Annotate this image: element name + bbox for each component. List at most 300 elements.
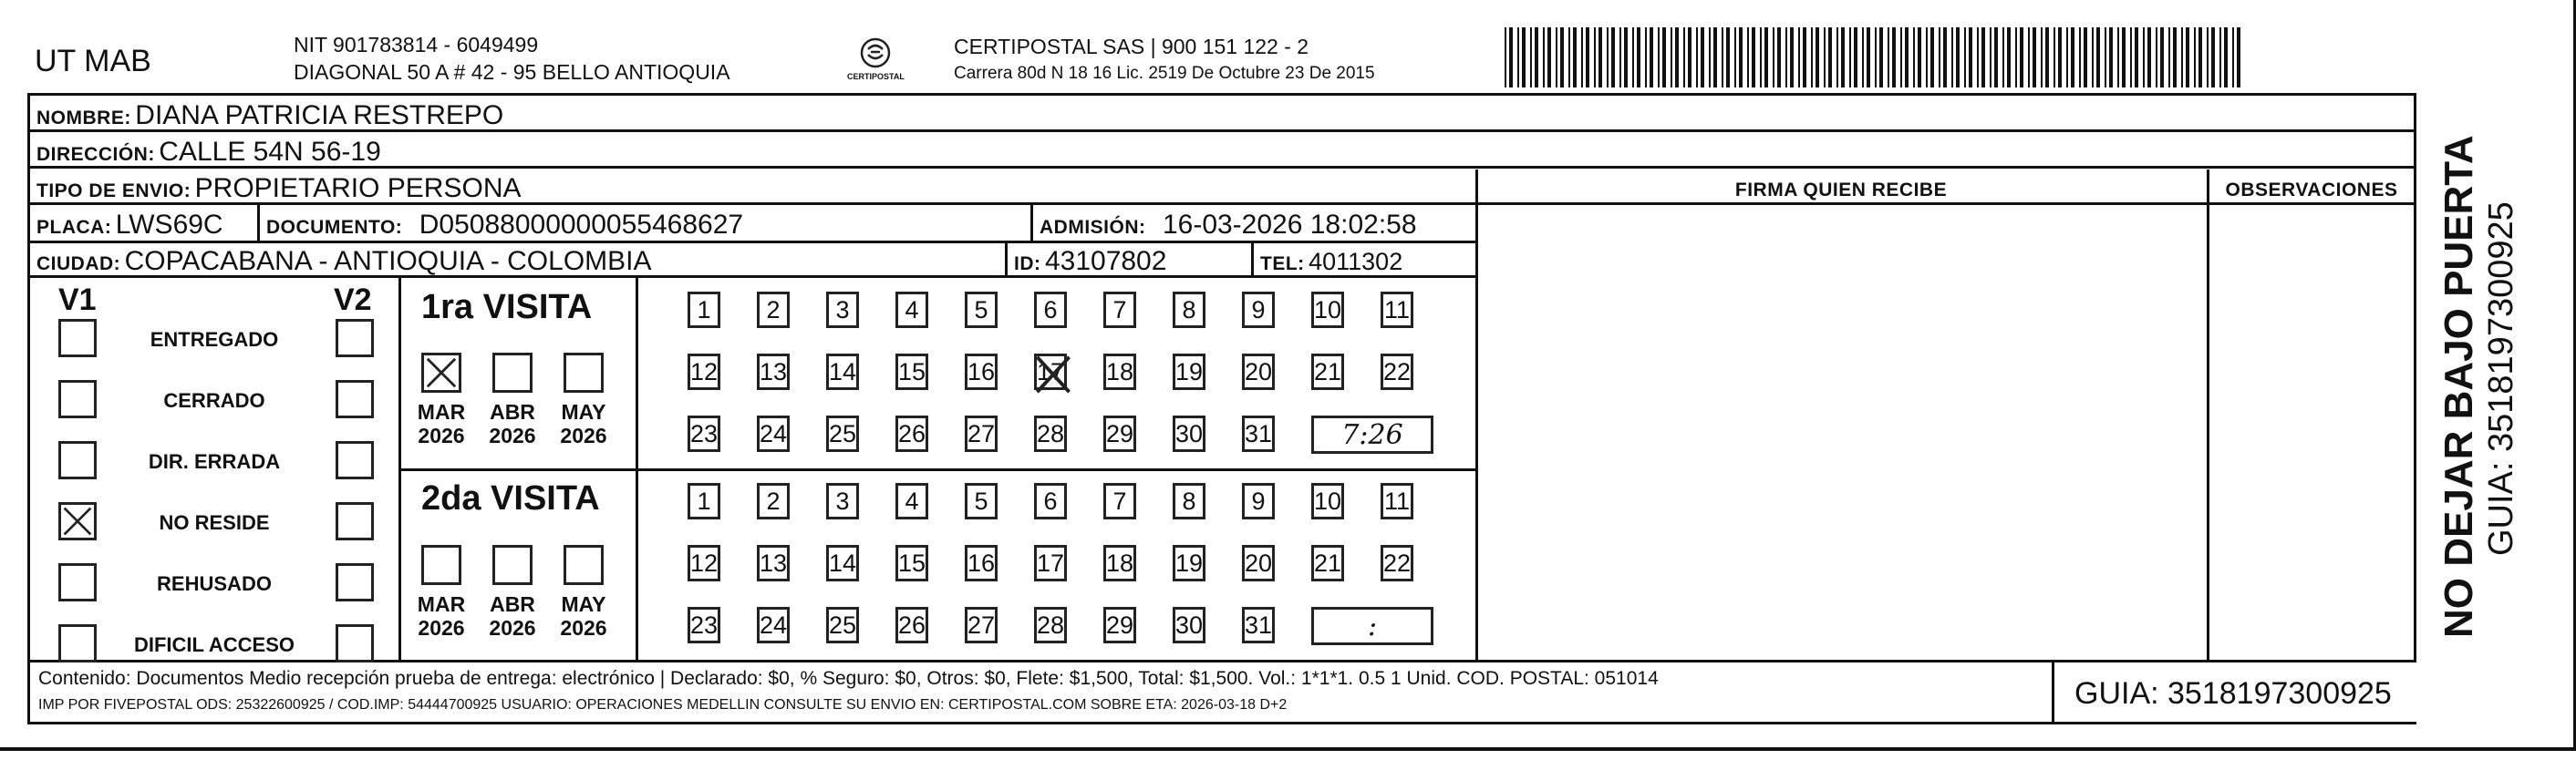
barcode-bar: [1913, 27, 1915, 87]
tel-value: 4011302: [1309, 248, 1403, 275]
day-box[interactable]: [826, 607, 859, 643]
day-number: 23: [689, 419, 719, 447]
barcode-bar: [1632, 27, 1634, 87]
barcode-bar: [1535, 27, 1538, 87]
day-number: 6: [1043, 295, 1058, 324]
day-number: 9: [1251, 487, 1266, 515]
barcode-bar: [1586, 27, 1589, 87]
month-checkbox[interactable]: [564, 353, 604, 393]
footer-contenido: Contenido: Documentos Medio recepción prueba de entrega: electrónico | Declarado: $0, % Seguro: $0, Otros: $0, Flete: $1,500, Total: $1,500. Vol.: 1*1*1. 0.5 1 Unid. COD. POSTAL: 051014: [38, 668, 1659, 689]
day-box[interactable]: [965, 416, 998, 452]
day-box[interactable]: [757, 545, 790, 581]
day-box[interactable]: [1242, 545, 1275, 581]
barcode-bar: [2071, 27, 2074, 87]
barcode: [1505, 27, 2241, 87]
barcode-bar: [1505, 27, 1506, 87]
barcode-bar: [1683, 27, 1685, 87]
day-number: 13: [759, 549, 788, 577]
barcode-bar: [2194, 27, 2196, 87]
day-box[interactable]: [757, 416, 790, 452]
barcode-bar: [1943, 27, 1947, 87]
day-number: 27: [967, 419, 996, 447]
day-number: 29: [1105, 419, 1134, 447]
barcode-bar: [1798, 27, 1800, 87]
ciudad-label: CIUDAD:: [36, 253, 121, 274]
day-box[interactable]: [1173, 354, 1205, 390]
barcode-bar: [1581, 27, 1583, 87]
barcode-bar: [1517, 27, 1519, 87]
day-box[interactable]: [1381, 483, 1413, 519]
barcode-bar: [2054, 27, 2055, 87]
barcode-bar: [1509, 27, 1513, 87]
barcode-bar: [1900, 27, 1902, 87]
barcode-bar: [1658, 27, 1660, 87]
barcode-bar: [2232, 27, 2234, 87]
barcode-bar: [1990, 27, 1991, 87]
barcode-bar: [1939, 27, 1940, 87]
status-option-label: NO RESIDE: [159, 511, 270, 534]
status-v2-checkbox[interactable]: [336, 380, 374, 418]
day-box[interactable]: [1311, 292, 1344, 328]
day-number: 26: [897, 419, 926, 447]
day-number: 15: [897, 549, 926, 577]
day-number: 7: [1112, 487, 1127, 515]
barcode-bar: [1543, 27, 1545, 87]
barcode-bar: [2130, 27, 2132, 87]
year-label: 2026: [489, 424, 536, 447]
barcode-bar: [1811, 27, 1813, 87]
day-box[interactable]: [1034, 483, 1067, 519]
day-number: 10: [1313, 487, 1342, 515]
barcode-bar: [2058, 27, 2062, 87]
barcode-bar: [1556, 27, 1557, 87]
status-v1-checkbox[interactable]: [58, 563, 97, 601]
day-box[interactable]: [1173, 416, 1205, 452]
month-label: ABR: [490, 400, 535, 424]
barcode-bar: [1862, 27, 1864, 87]
footer-guia: GUIA: 3518197300925: [2074, 676, 2392, 711]
barcode-bar: [1607, 27, 1609, 87]
day-number: 5: [974, 487, 988, 515]
barcode-bar: [1969, 27, 1972, 87]
barcode-bar: [1785, 27, 1787, 87]
day-box[interactable]: [895, 545, 928, 581]
barcode-bar: [2002, 27, 2004, 87]
day-number: 4: [905, 295, 919, 324]
barcode-bar: [2066, 27, 2068, 87]
month-checkbox[interactable]: [492, 545, 533, 585]
status-v1-checkbox[interactable]: [58, 319, 97, 357]
barcode-bar: [2173, 27, 2177, 87]
day-number: 3: [835, 487, 850, 515]
day-number: 23: [689, 611, 719, 639]
day-number: 18: [1105, 357, 1134, 385]
day-number: 11: [1383, 295, 1411, 324]
day-box[interactable]: [965, 607, 998, 643]
day-number: 31: [1244, 419, 1273, 447]
carrier-license: Carrera 80d N 18 16 Lic. 2519 De Octubre 23 De 2015: [954, 64, 1375, 83]
barcode-bar: [1560, 27, 1564, 87]
day-number: 20: [1244, 357, 1273, 385]
status-v1-checkbox[interactable]: [58, 380, 97, 418]
barcode-bar: [1701, 27, 1704, 87]
tipo-value: PROPIETARIO PERSONA: [194, 173, 522, 203]
day-number: 7: [1112, 295, 1127, 324]
day-box[interactable]: [1103, 483, 1136, 519]
day-box[interactable]: [1103, 292, 1136, 328]
day-number: 2: [766, 487, 781, 515]
month-label: MAY: [561, 400, 606, 424]
barcode-bar: [2143, 27, 2145, 87]
day-number: 21: [1313, 549, 1342, 577]
barcode-bar: [1981, 27, 1985, 87]
month-label: MAY: [561, 592, 606, 616]
month-checkbox[interactable]: [564, 545, 604, 585]
barcode-bar: [1773, 27, 1774, 87]
footer-imp: IMP POR FIVEPOSTAL ODS: 25322600925 / COD.IMP: 54444700925 USUARIO: OPERACIONES MEDELLIN CONSULTE SU ENVIO EN: CERTIPOSTAL.COM SOBRE ETA: 2026-03-18 D+2: [38, 697, 1288, 713]
status-v2-checkbox[interactable]: [336, 502, 374, 540]
tel-row: [1260, 248, 1402, 276]
day-box[interactable]: [1034, 416, 1067, 452]
day-number: 30: [1174, 419, 1204, 447]
day-box[interactable]: [1103, 416, 1136, 452]
barcode-bar: [2147, 27, 2151, 87]
day-number: 12: [689, 549, 719, 577]
admision-value: 16-03-2026 18:02:58: [1162, 210, 1417, 240]
day-box[interactable]: [965, 545, 998, 581]
barcode-bar: [1624, 27, 1628, 87]
year-label: 2026: [418, 424, 465, 447]
ciudad-row: [36, 246, 652, 277]
day-number: 17: [1036, 549, 1065, 577]
barcode-bar: [2219, 27, 2221, 87]
month-checkbox[interactable]: [492, 353, 533, 393]
day-box[interactable]: [1034, 354, 1067, 390]
day-number: 9: [1251, 295, 1266, 324]
day-box[interactable]: [826, 416, 859, 452]
day-number: 25: [828, 611, 857, 639]
barcode-bar: [1530, 27, 1532, 87]
day-box[interactable]: [1311, 354, 1344, 390]
barcode-bar: [1722, 27, 1723, 87]
time-value: :: [1367, 610, 1378, 642]
day-number: 17: [1036, 357, 1065, 385]
barcode-bar: [1926, 27, 1928, 87]
status-v1-checkbox[interactable]: [58, 624, 97, 662]
barcode-bar: [1828, 27, 1832, 87]
day-number: 20: [1244, 549, 1273, 577]
day-box[interactable]: [826, 545, 859, 581]
day-number: 16: [967, 357, 996, 385]
status-option-label: DIFICIL ACCESO: [133, 633, 295, 656]
placa-value: LWS69C: [115, 210, 223, 240]
admision-label: ADMISIÓN:: [1040, 217, 1146, 238]
barcode-bar: [1803, 27, 1806, 87]
status-option-label: ENTREGADO: [150, 328, 279, 351]
tel-label: TEL:: [1260, 253, 1305, 274]
barcode-bar: [1726, 27, 1730, 87]
day-box[interactable]: [895, 354, 928, 390]
barcode-bar: [1611, 27, 1615, 87]
barcode-bar: [1951, 27, 1953, 87]
status-v2-checkbox[interactable]: [336, 441, 374, 479]
day-box[interactable]: [1242, 607, 1275, 643]
day-box[interactable]: [1173, 545, 1205, 581]
day-box[interactable]: [1242, 292, 1275, 328]
day-number: 8: [1182, 295, 1196, 324]
barcode-bar: [1650, 27, 1653, 87]
barcode-bar: [1964, 27, 1966, 87]
month-checkbox[interactable]: [421, 353, 461, 393]
visit2-title: 2da VISITA: [421, 479, 600, 518]
barcode-bar: [1879, 27, 1883, 87]
day-number: 4: [905, 487, 919, 515]
company-name: UT MAB: [35, 44, 151, 78]
day-box[interactable]: [1103, 545, 1136, 581]
day-box[interactable]: [1103, 354, 1136, 390]
barcode-bar: [2033, 27, 2036, 87]
day-number: 10: [1313, 295, 1342, 324]
barcode-bar: [1662, 27, 1666, 87]
barcode-bar: [1875, 27, 1877, 87]
day-number: 24: [759, 419, 788, 447]
direccion-label: DIRECCIÓN:: [36, 144, 155, 165]
barcode-bar: [2122, 27, 2126, 87]
status-option-label: DIR. ERRADA: [148, 450, 281, 473]
day-number: 8: [1182, 487, 1196, 515]
day-number: 18: [1105, 549, 1134, 577]
barcode-bar: [2186, 27, 2189, 87]
day-box[interactable]: [1173, 292, 1205, 328]
day-number: 13: [759, 357, 788, 385]
documento-value: D05088000000055468627: [419, 210, 744, 240]
carrier-name: CERTIPOSTAL SAS | 900 151 122 - 2: [954, 35, 1309, 58]
nombre-label: NOMBRE:: [36, 108, 131, 128]
day-number: 11: [1383, 487, 1411, 515]
day-number: 2: [766, 295, 781, 324]
day-number: 1: [697, 487, 711, 515]
day-box[interactable]: [1381, 354, 1413, 390]
barcode-bar: [1645, 27, 1647, 87]
barcode-bar: [1849, 27, 1851, 87]
ciudad-value: COPACABANA - ANTIOQUIA - COLOMBIA: [124, 246, 652, 276]
year-label: 2026: [560, 424, 607, 447]
time-box[interactable]: [1311, 607, 1433, 645]
barcode-bar: [2224, 27, 2228, 87]
day-box[interactable]: [757, 354, 790, 390]
barcode-bar: [1790, 27, 1794, 87]
day-box[interactable]: [1034, 545, 1067, 581]
day-number: 22: [1382, 549, 1412, 577]
barcode-bar: [1816, 27, 1819, 87]
day-box[interactable]: [826, 292, 859, 328]
barcode-bar: [1688, 27, 1691, 87]
barcode-bar: [1675, 27, 1679, 87]
day-number: 24: [759, 611, 788, 639]
day-box[interactable]: [1103, 607, 1136, 643]
barcode-bar: [2007, 27, 2011, 87]
status-v2-checkbox[interactable]: [336, 319, 374, 357]
barcode-bar: [1696, 27, 1698, 87]
day-number: 28: [1036, 611, 1065, 639]
day-box[interactable]: [1173, 483, 1205, 519]
day-box[interactable]: [688, 292, 720, 328]
barcode-bar: [2156, 27, 2157, 87]
observaciones-field[interactable]: [2209, 205, 2412, 659]
status-option-label: CERRADO: [163, 389, 265, 412]
barcode-bar: [1905, 27, 1909, 87]
year-label: 2026: [489, 616, 536, 640]
barcode-bar: [1977, 27, 1979, 87]
barcode-bar: [1752, 27, 1755, 87]
day-number: 19: [1174, 357, 1204, 385]
day-box[interactable]: [1311, 545, 1344, 581]
month-label: ABR: [490, 592, 535, 616]
barcode-bar: [1930, 27, 1934, 87]
barcode-bar: [2092, 27, 2094, 87]
barcode-bar: [2237, 27, 2240, 87]
visit1-title: 1ra VISITA: [421, 288, 593, 326]
barcode-bar: [2160, 27, 2164, 87]
day-box[interactable]: [895, 416, 928, 452]
day-box[interactable]: [1242, 483, 1275, 519]
barcode-bar: [1892, 27, 1896, 87]
barcode-bar: [1594, 27, 1596, 87]
day-box[interactable]: [757, 607, 790, 643]
day-box[interactable]: [895, 292, 928, 328]
barcode-bar: [2079, 27, 2081, 87]
barcode-bar: [1854, 27, 1857, 87]
day-box[interactable]: [826, 483, 859, 519]
id-row: [1014, 246, 1166, 277]
barcode-bar: [2109, 27, 2113, 87]
month-checkbox[interactable]: [421, 545, 461, 585]
documento-row: [266, 210, 743, 241]
day-box[interactable]: [1311, 483, 1344, 519]
barcode-bar: [1760, 27, 1762, 87]
day-box[interactable]: [688, 483, 720, 519]
logo-caption: CERTIPOSTAL: [847, 72, 905, 81]
day-box[interactable]: [688, 607, 720, 643]
year-label: 2026: [560, 616, 607, 640]
id-label: ID:: [1014, 253, 1041, 274]
barcode-bar: [1841, 27, 1845, 87]
day-box[interactable]: [965, 354, 998, 390]
barcode-bar: [1888, 27, 1889, 87]
barcode-bar: [1739, 27, 1743, 87]
month-label: MAR: [417, 400, 466, 424]
day-box[interactable]: [826, 354, 859, 390]
day-number: 16: [967, 549, 996, 577]
side-warning: NO DEJAR BAJO PUERTA: [2436, 135, 2481, 638]
v2-header: V2: [334, 282, 372, 317]
day-box[interactable]: [1242, 416, 1275, 452]
day-box[interactable]: [757, 292, 790, 328]
barcode-bar: [2105, 27, 2106, 87]
day-box[interactable]: [895, 483, 928, 519]
direccion-value: CALLE 54N 56-19: [159, 137, 381, 167]
day-box[interactable]: [1173, 607, 1205, 643]
barcode-bar: [2096, 27, 2100, 87]
certipostal-logo: [847, 35, 905, 89]
day-number: 25: [828, 419, 857, 447]
barcode-bar: [2045, 27, 2049, 87]
barcode-bar: [2084, 27, 2087, 87]
barcode-bar: [1764, 27, 1768, 87]
day-number: 22: [1382, 357, 1412, 385]
barcode-bar: [2041, 27, 2043, 87]
barcode-bar: [2198, 27, 2202, 87]
nombre-row: [36, 100, 503, 131]
day-box[interactable]: [895, 607, 928, 643]
barcode-bar: [1568, 27, 1570, 87]
status-v1-checkbox[interactable]: [58, 502, 97, 540]
day-number: 14: [828, 357, 857, 385]
day-number: 26: [897, 611, 926, 639]
barcode-bar: [1713, 27, 1717, 87]
day-number: 30: [1174, 611, 1204, 639]
day-box[interactable]: [1034, 607, 1067, 643]
status-v2-checkbox[interactable]: [336, 624, 374, 662]
barcode-bar: [2211, 27, 2215, 87]
direccion-row: [36, 137, 381, 168]
tipo-label: TIPO DE ENVIO:: [36, 180, 191, 201]
day-box[interactable]: [688, 416, 720, 452]
day-box[interactable]: [965, 483, 998, 519]
firma-field[interactable]: [1478, 205, 2205, 659]
day-number: 1: [697, 295, 711, 324]
day-box[interactable]: [688, 545, 720, 581]
observaciones-header: OBSERVACIONES: [2225, 180, 2398, 200]
month-label: MAR: [417, 592, 466, 616]
day-number: 15: [897, 357, 926, 385]
day-box[interactable]: [1034, 292, 1067, 328]
company-nit: NIT 901783814 - 6049499: [294, 33, 539, 56]
status-v2-checkbox[interactable]: [336, 563, 374, 601]
time-box[interactable]: [1311, 416, 1433, 454]
barcode-bar: [1994, 27, 1998, 87]
day-box[interactable]: [965, 292, 998, 328]
day-number: 12: [689, 357, 719, 385]
day-number: 19: [1174, 549, 1204, 577]
barcode-bar: [1747, 27, 1749, 87]
barcode-bar: [2117, 27, 2119, 87]
barcode-bar: [1637, 27, 1640, 87]
documento-label: DOCUMENTO:: [266, 217, 403, 238]
v1-header: V1: [58, 282, 97, 317]
barcode-bar: [1547, 27, 1551, 87]
barcode-bar: [1573, 27, 1577, 87]
nombre-value: DIANA PATRICIA RESTREPO: [135, 100, 504, 130]
day-box[interactable]: [1381, 292, 1413, 328]
barcode-bar: [1956, 27, 1960, 87]
day-box[interactable]: [757, 483, 790, 519]
barcode-bar: [2020, 27, 2023, 87]
day-box[interactable]: [1242, 354, 1275, 390]
day-box[interactable]: [1381, 545, 1413, 581]
id-value: 43107802: [1044, 246, 1167, 276]
barcode-bar: [1918, 27, 1921, 87]
day-number: 5: [974, 295, 988, 324]
barcode-bar: [1824, 27, 1826, 87]
barcode-bar: [2015, 27, 2017, 87]
day-box[interactable]: [688, 354, 720, 390]
time-value: 7:26: [1341, 418, 1403, 451]
tipo-row: [36, 173, 522, 204]
day-number: 27: [967, 611, 996, 639]
status-v1-checkbox[interactable]: [58, 441, 97, 479]
barcode-bar: [1671, 27, 1672, 87]
